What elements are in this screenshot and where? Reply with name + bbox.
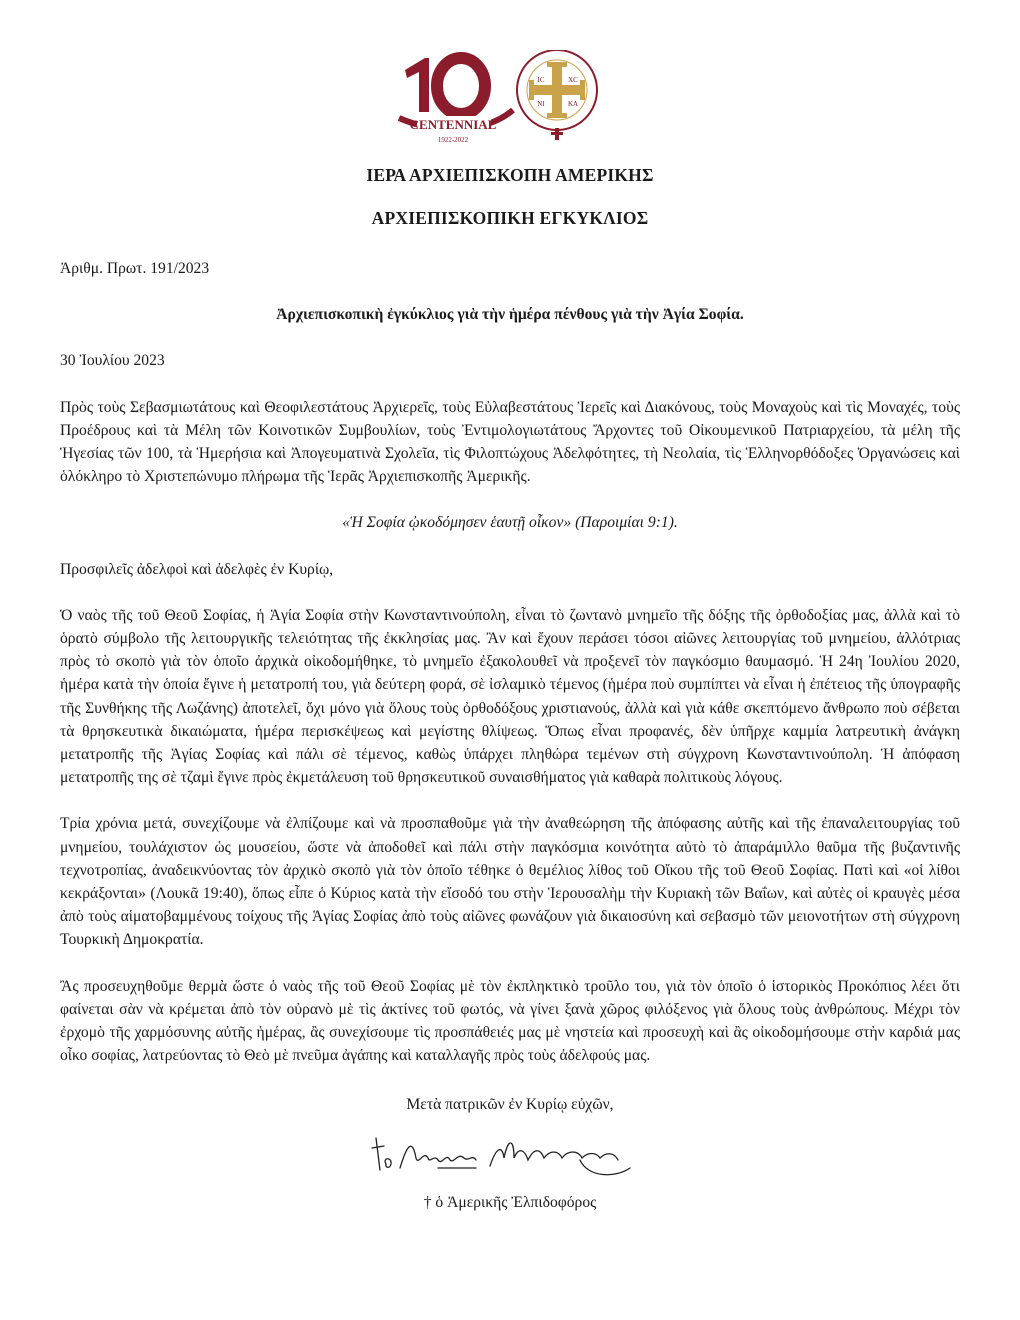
logo-label: CENTENNIAL xyxy=(409,117,497,132)
logo-years: 1922-2022 xyxy=(437,136,469,144)
signatory-name: † ὁ Ἀμερικῆς Ἐλπιδοφόρος xyxy=(423,1194,597,1211)
closing-salutation: Μετὰ πατρικῶν ἐν Κυρίῳ εὐχῶν, xyxy=(406,1096,614,1113)
letter-header xyxy=(0,165,1020,229)
encyclical-title: ΑΡΧΙΕΠΙΣΚΟΠΙΚΗ ΕΓΚΥΚΛΙΟΣ xyxy=(371,208,649,228)
body-paragraph-1: Ὁ ναὸς τῆς τοῦ Θεοῦ Σοφίας, ἡ Ἁγία Σοφία στὴν Κωνσταντινούπολη, εἶναι τὸ ζωντανὸ μνημεῖο τῆς δόξης τῆς ὀρθοδοξίας μας, ἀλλὰ καὶ τὸ ὁρατὸ σύμβολο τῆς λειτουργικῆς τελειότητας τῆς ἐκκλησίας μας. Ἂν καὶ ἔχουν περάσει τόσοι αἰῶνες λειτουργίας τοῦ μνημείου, ἀλλότριας πρὸς τὸ σκοπὸ γιὰ τὸν ὁποῖο ἀρχικὰ οἰκοδομήθηκε, τὸ μνημεῖο ἐξακολουθεῖ νὰ προξενεῖ τὸν παγκόσμιο θαυμασμό. Ἡ 24η Ἰουλίου 2020, ἡμέρα κατὰ τὴν ὁποία ἔγινε ἡ μετατροπή του, γιὰ δεύτερη φορά, σὲ ἰσλαμικὸ τέμενος (ἡμέρα ποὺ συμπίπτει νὰ εἶναι ἡ ἐπέτειος τῆς ὑπογραφῆς τῆς Συνθήκης τῆς Λωζάνης) ἀποτελεῖ, ὄχι μόνο γιὰ ὅλους τοὺς ὀρθοδόξους χριστιανούς, ἀλλὰ καὶ γιὰ κάθε σκεπτόμενο ἄνθρωπο ποὺ σέβεται τὰ θρησκευτικὰ δικαιώματα, ἡμέρα περισκέψεως καὶ μεγίστης θλίψεως. Ὅπως εἶναι προφανές, δὲν ὑπῆρχε καμμία λατρευτικὴ ἀνάγκη μετατροπῆς τῆς Ἁγίας Σοφίας καὶ πάλι σὲ τέμενος, καθὼς ὑπάρχει πληθώρα τεμένων στὴ σύγχρονη Κωνσταντινούπολη. Ἡ ἀπόφαση μετατροπῆς της σὲ τζαμὶ ἔγινε πρὸς ἐκμετάλευση τοῦ θρησκευτικοῦ συναισθήματος γιὰ καθαρὰ πολιτικοὺς λόγους. xyxy=(60,606,960,787)
svg-text:XC: XC xyxy=(568,76,578,84)
scripture-quote: «Ἡ Σοφία ᾠκοδόμησεν ἑαυτῇ οἶκον» (Παροιμίαι 9:1). xyxy=(342,514,678,532)
addressees-paragraph: Πρὸς τοὺς Σεβασμιωτάτους καὶ Θεοφιλεστάτους Ἀρχιερεῖς, τοὺς Εὐλαβεστάτους Ἱερεῖς καὶ Διακόνους, τοὺς Μοναχοὺς καὶ τὶς Μοναχές, τοὺς Προέδρους καὶ τὰ Μέλη τῶν Κοινοτικῶν Συμβουλίων, τοὺς Ἐντιμολογιωτάτους Ἄρχοντες τοῦ Οἰκουμενικοῦ Πατριαρχείου, τὰ μέλη τῆς Ἡγεσίας τῶν 100, τὰ Ἡμερήσια καὶ Ἀπογευματινὰ Σχολεῖα, τὶς Φιλοπτώχους Ἀδελφότητες, τὴ Νεολαία, τὶς Ἑλληνορθόδοξες Ὀργανώσεις καὶ ὁλόκληρο τὸ Χριστεπώνυμο πλήρωμα τῆς Ἱερᾶς Ἀρχιεπισκοπῆς Ἀμερικῆς. xyxy=(60,398,960,486)
letter-body xyxy=(60,257,960,1090)
letter-date: 30 Ἰουλίου 2023 xyxy=(60,352,165,370)
centennial-logo xyxy=(395,50,617,146)
signature-image xyxy=(368,1128,643,1183)
handwritten-signature xyxy=(368,1128,643,1183)
body-paragraph-2: Τρία χρόνια μετά, συνεχίζουμε νὰ ἐλπίζουμε καὶ νὰ προσπαθοῦμε γιὰ τὴν ἀναθεώρηση τῆς ἀπόφασης αὐτῆς καὶ τῆς ἐπαναλειτουργίας τοῦ μνημείου, τουλάχιστον ὡς μουσείου, ὥστε νὰ ἀποδοθεῖ καὶ πάλι στὴν παγκόσμια κοινότητα αὐτὸ τὸ ἀπαράμιλλο θαῦμα τῆς βυζαντινῆς τεχνοτροπίας, ἀναδεικνύοντας τὸν ἀρχικὸ σκοπὸ γιὰ τὸν ὁποῖο τέθηκε ὁ θεμέλιος λίθος τοῦ Οἴκου τῆς τοῦ Θεοῦ Σοφίας. Πατὶ καὶ «οἱ λίθοι κεκράξονται» (Λουκᾶ 19:40), ὅπως εἶπε ὁ Κύριος κατὰ τὴν εἴσοδό του στὴν Ἱερουσαλὴμ τὴν Κυριακὴ τῶν Βαΐων, καὶ αὐτὲς οἱ κραυγὲς μέσα ἀπὸ τοὺς αἱματοβαμμένους τοίχους τῆς Ἁγίας Σοφίας ἀπὸ τοὺς αἰῶνες φωνάζουν γιὰ δικαιοσύνη καὶ σεβασμὸ τῶν μειονοτήτων στὴ σύγχρονη Τουρκικὴ Δημοκρατία. xyxy=(60,815,960,949)
letter-subject: Ἀρχιεπισκοπικὴ ἐγκύκλιος γιὰ τὴν ἡμέρα πένθους γιὰ τὴν Ἁγία Σοφία. xyxy=(276,306,744,324)
centennial-logo-graphic xyxy=(395,50,617,146)
archdiocese-title: ΙΕΡΑ ΑΡΧΙΕΠΙΣΚΟΠΗ ΑΜΕΡΙΚΗΣ xyxy=(366,165,654,185)
greeting: Προσφιλεῖς ἀδελφοὶ καὶ ἀδελφὲς ἐν Κυρίῳ, xyxy=(60,560,334,578)
svg-text:IC: IC xyxy=(537,76,545,84)
svg-text:NI: NI xyxy=(537,100,545,108)
protocol-number: Ἀριθμ. Πρωτ. 191/2023 xyxy=(60,260,210,277)
body-paragraph-3: Ἂς προσευχηθοῦμε θερμὰ ὥστε ὁ ναὸς τῆς τοῦ Θεοῦ Σοφίας μὲ τὸν ἐκπληκτικὸ τροῦλο του, γιὰ τὸν ὁποῖο ὁ ἱστορικὸς Προκόπιος λέει ὅτι φαίνεται σὰν νὰ κρέμεται ἀπὸ τὸν οὐρανὸ μὲ τὶς ἀκτίνες τοῦ φωτός, νὰ γίνει ξανὰ χῶρος φιλόξενος γιὰ ὅλους τοὺς ἀνθρώπους. Μέχρι τὸν ἐρχομὸ τῆς χαρμόσυνης αὐτῆς ἡμέρας, ἂς συνεχίσουμε τὶς προσπάθειές μας μὲ νηστεία καὶ προσευχὴ καὶ ἂς οἰκοδομήσουμε στὴν καρδιά μας οἶκο σοφίας, λατρεύοντας τὸ Θεὸ μὲ πνεῦμα ἀγάπης καὶ καταλλαγῆς πρὸς τοὺς ἀδελφούς μας. xyxy=(60,977,960,1065)
svg-text:KA: KA xyxy=(567,100,579,108)
